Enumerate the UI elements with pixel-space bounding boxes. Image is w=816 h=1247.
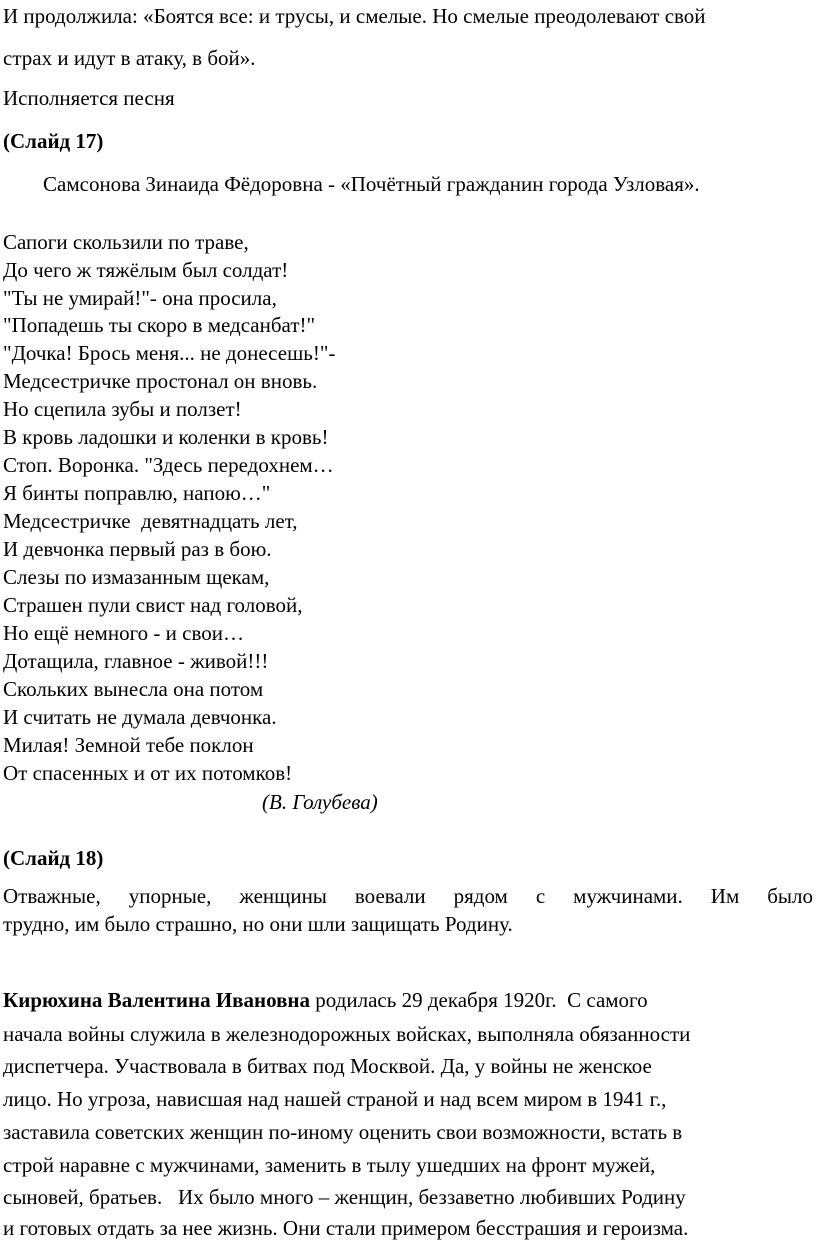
poem-line: "Попадешь ты скоро в медсанбат!" bbox=[3, 313, 316, 337]
slide-18-paragraph-line-1: Отважные, упорные, женщины воевали рядом с мужчинами. Им было bbox=[3, 884, 813, 908]
poem-line: Стоп. Воронка. "Здесь передохнем… bbox=[3, 453, 334, 477]
bio-line: сыновей, братьев. Их было много – женщин, беззаветно любивших Родину bbox=[3, 1185, 686, 1209]
bio-line-1-text: родилась 29 декабря 1920г. С самого bbox=[310, 988, 648, 1012]
slide-18-paragraph-line-2: трудно, им было страшно, но они шли защищать Родину. bbox=[3, 912, 513, 936]
bio-name: Кирюхина Валентина Ивановна bbox=[3, 988, 311, 1012]
poem-line: Дотащила, главное - живой!!! bbox=[3, 649, 269, 673]
poem-line: До чего ж тяжёлым был солдат! bbox=[3, 258, 289, 282]
bio-line: начала войны служила в железнодорожных войсках, выполняла обязанности bbox=[3, 1022, 691, 1046]
poem-line: Но сцепила зубы и ползет! bbox=[3, 397, 242, 421]
poem-line: "Ты не умирай!"- она просила, bbox=[3, 286, 277, 310]
poem-line: Милая! Земной тебе поклон bbox=[3, 733, 254, 757]
poem-line: Скольких вынесла она потом bbox=[3, 677, 264, 701]
poem-line: В кровь ладошки и коленки в кровь! bbox=[3, 425, 329, 449]
poem-line: "Дочка! Брось меня... не донесешь!"- bbox=[3, 341, 336, 365]
poem-line: Я бинты поправлю, напою…" bbox=[3, 481, 271, 505]
slide-17-subtitle: Самсонова Зинаида Фёдоровна - «Почётный гражданин города Узловая». bbox=[43, 172, 700, 196]
poem-line: Медсестричке девятнадцать лет, bbox=[3, 509, 298, 533]
slide-17-heading: (Слайд 17) bbox=[3, 129, 104, 153]
bio-line-1 bbox=[3, 988, 648, 1012]
poem-line: Но ещё немного - и свои… bbox=[3, 621, 244, 645]
bio-line: заставила советских женщин по-иному оценить свои возможности, встать в bbox=[3, 1120, 683, 1144]
poem-line: И девчонка первый раз в бою. bbox=[3, 537, 272, 561]
poem-line: От спасенных и от их потомков! bbox=[3, 761, 293, 785]
poem-line: Медсестричке простонал он вновь. bbox=[3, 369, 318, 393]
poem-line: Страшен пули свист над головой, bbox=[3, 593, 303, 617]
bio-line: диспетчера. Участвовала в битвах под Москвой. Да, у войны не женское bbox=[3, 1054, 652, 1078]
intro-line-1: И продолжила: «Боятся все: и трусы, и смелые. Но смелые преодолевают свой bbox=[3, 4, 706, 28]
slide-18-heading: (Слайд 18) bbox=[3, 846, 104, 870]
bio-line: лицо. Но угроза, нависшая над нашей страной и над всем миром в 1941 г., bbox=[3, 1087, 667, 1111]
poem-author: (В. Голубева) bbox=[262, 790, 378, 814]
bio-line: строй наравне с мужчинами, заменить в тылу ушедших на фронт мужей, bbox=[3, 1153, 656, 1177]
intro-line-2: страх и идут в атаку, в бой». bbox=[3, 46, 256, 70]
poem-line: Сапоги скользили по траве, bbox=[3, 230, 249, 254]
poem-line: И считать не думала девчонка. bbox=[3, 705, 277, 729]
poem-line: Слезы по измазанным щекам, bbox=[3, 565, 270, 589]
bio-line: и готовых отдать за нее жизнь. Они стали примером бесстрашия и героизма. bbox=[3, 1216, 689, 1240]
song-note: Исполняется песня bbox=[3, 86, 175, 110]
